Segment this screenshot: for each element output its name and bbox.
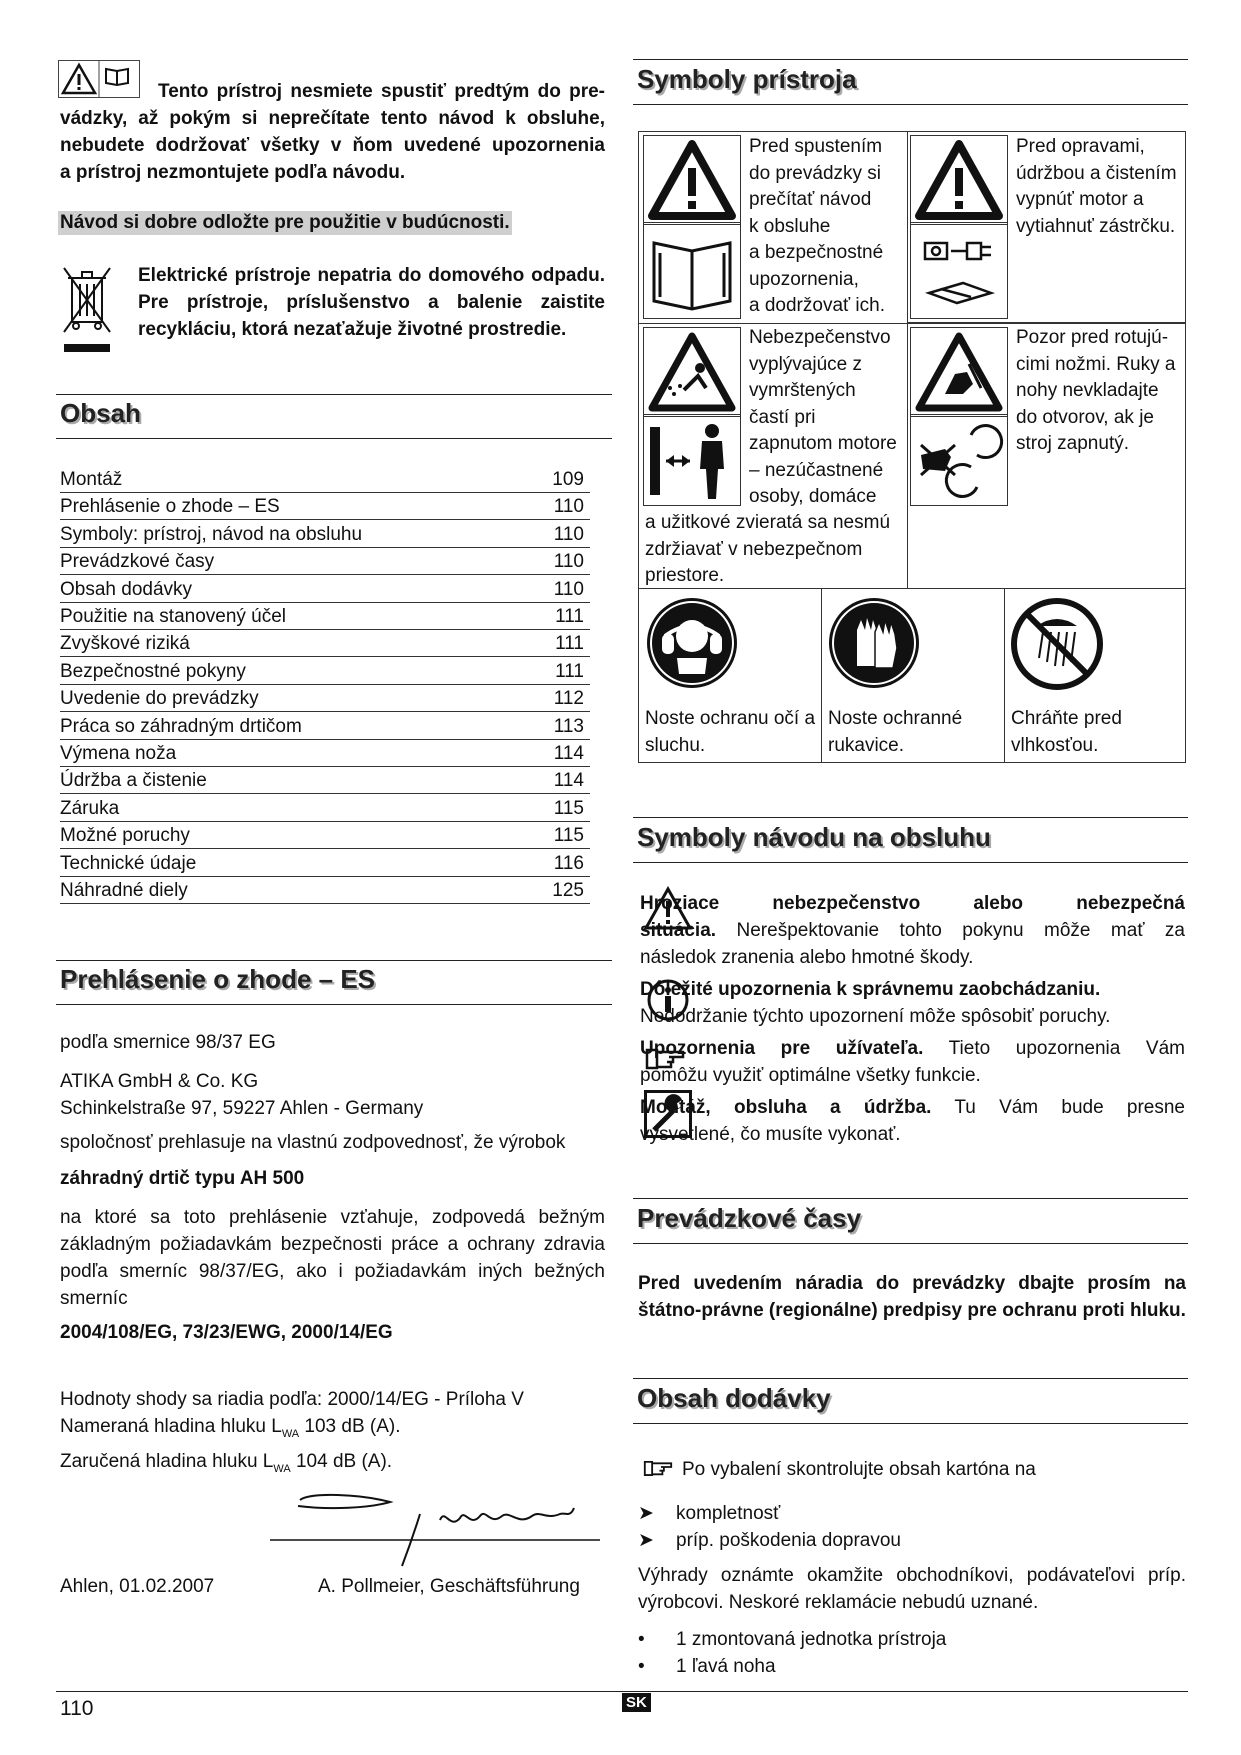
- declaration-directive: podľa smernice 98/37 EG: [60, 1032, 276, 1053]
- info-line2: Nedodržanie týchto upozornení môže spôsobiť poruchy.: [640, 1006, 1111, 1027]
- symbol-text-line: a dodržovať ich.: [749, 295, 885, 316]
- manual-symbols-title: Symboly návodu na obsluhu: [637, 822, 991, 852]
- symbol-text-line: k obsluhe: [749, 215, 831, 237]
- eye-ear-protection-icon: [645, 596, 739, 690]
- toc-label: Záruka: [60, 797, 120, 819]
- toc-label: Údržba a čistenie: [60, 770, 207, 792]
- symbol-thrown-parts-text: [749, 325, 897, 511]
- symbol-text-line: Noste ochranu očí a: [645, 708, 816, 729]
- device-symbols-title: Symboly prístroja: [637, 64, 857, 94]
- declaration-measured: Nameraná hladina hluku $L_{WA}$ 103 dB (A).: [60, 1416, 401, 1440]
- symbol-text-line: prečítať návod: [749, 189, 872, 210]
- delivery-claims1: Výhrady oznámte okamžite obchodníkovi, podávateľovi príp.: [638, 1565, 1186, 1586]
- intro-warning-line1: Tento prístroj nesmiete spustiť predtým do pre-: [158, 81, 605, 102]
- toc-label: Zvyškové riziká: [60, 633, 190, 655]
- symbol-text-line: do prevádzky si: [749, 162, 882, 184]
- symbol-text-line: častí pri: [749, 406, 816, 428]
- info-line1: Dôležité upozornenia k správnemu zaobchádzaniu.: [640, 979, 1101, 1000]
- declaration-company: ATIKA GmbH & Co. KG: [60, 1071, 259, 1092]
- declaration-signatory: A. Pollmeier, Geschäftsführung: [318, 1576, 580, 1597]
- warning-icon: [910, 135, 1008, 225]
- symbol-text-line: vymrštených: [749, 380, 856, 401]
- user-line2: pomôžu využiť optimálne všetky funkcie.: [640, 1065, 981, 1086]
- toc-label: Uvedenie do prevádzky: [60, 688, 259, 710]
- symbol-before-repair-text: [1016, 134, 1177, 240]
- intro-warning-line3: nebudete dodržovať všetky v ňom uvedené upozornenia: [60, 135, 605, 156]
- delivery-arrow-item: ➤ kompletnosť: [638, 1503, 781, 1524]
- toc-page: 110: [553, 551, 584, 573]
- no-moisture-icon: [1009, 596, 1105, 692]
- danger-line1: Hroziace nebezpečenstvo alebo nebezpečná: [640, 893, 1185, 914]
- toc-page: 109: [552, 469, 584, 490]
- symbol-moisture-text: [1011, 706, 1122, 759]
- toc-label: Technické údaje: [60, 852, 197, 874]
- delivery-check: Po vybalení skontrolujte obsah kartóna na: [638, 1456, 1036, 1484]
- toc-row: [60, 630, 590, 657]
- read-manual-icon: [643, 222, 741, 319]
- toc-label: Náhradné diely: [60, 880, 188, 901]
- symbol-text-line: sluchu.: [645, 734, 706, 756]
- symbol-text-line: zdržiavať v nebezpečnom: [645, 538, 863, 560]
- declaration-address: Schinkelstraße 97, 59227 Ahlen - Germany: [60, 1098, 424, 1119]
- symbol-text-line: Pred opravami,: [1016, 136, 1145, 157]
- symbol-text-line: vyplývajúce z: [749, 353, 862, 375]
- crossed-bin-icon: [58, 260, 116, 354]
- symbol-text-line: a užitkové zvieratá sa nesmú: [645, 512, 891, 533]
- toc-row: [60, 877, 590, 904]
- user-line1: Upozornenia pre užívateľa. Tieto upozornenia Vám: [640, 1038, 1185, 1059]
- toc-label: Použitie na stanovený účel: [60, 606, 287, 627]
- delivery-item: • 1 zmontovaná jednotka prístroja: [638, 1629, 947, 1650]
- thrown-objects-icon: [643, 327, 741, 417]
- delivery-claims2: výrobcovi. Neskoré reklamácie nebudú uznané.: [638, 1592, 1039, 1613]
- symbol-text-line: údržbou a čistením: [1016, 162, 1177, 184]
- symbol-text-line: rukavice.: [828, 734, 905, 756]
- language-badge: SK: [622, 1693, 651, 1712]
- symbol-text-line: upozornenia,: [749, 268, 859, 290]
- symbol-text-line: – nezúčastnené: [749, 459, 884, 481]
- toc-row: [60, 822, 590, 849]
- symbol-text-line: osoby, domáce: [749, 486, 877, 507]
- symbol-text-line: stroj zapnutý.: [1016, 433, 1129, 454]
- declaration-body4: smerníc: [60, 1288, 128, 1309]
- symbol-text-line: nohy nevkladajte: [1016, 380, 1159, 401]
- symbol-text-line: Nebezpečenstvo: [749, 327, 891, 348]
- signature: [270, 1490, 610, 1570]
- weee-line3: recykláciu, ktorá nezaťažuje životné prostredie.: [138, 319, 567, 340]
- toc-page: 112: [553, 688, 584, 710]
- toc-page: 111: [555, 633, 584, 655]
- symbol-text-line: priestore.: [645, 565, 725, 586]
- declaration-title: Prehlásenie o zhode – ES: [60, 964, 375, 994]
- declaration-statement: spoločnosť prehlasuje na vlastnú zodpovednosť, že výrobok: [60, 1132, 566, 1153]
- symbol-text-line: zapnutom motore: [749, 433, 897, 454]
- toc-page: 125: [552, 880, 584, 901]
- toc-page: 114: [553, 743, 584, 764]
- mount-line1: Montáž, obsluha a údržba. Tu Vám bude presne: [640, 1097, 1185, 1118]
- symbol-eye-ear-text: [645, 706, 815, 759]
- toc-label: Výmena noža: [60, 743, 177, 764]
- declaration-body1: na ktoré sa toto prehlásenie vzťahuje, zodpovedá bežným: [60, 1207, 605, 1228]
- symbol-text-line: cimi nožmi. Ruky a: [1016, 353, 1176, 375]
- no-hands-feet-icon: [910, 414, 1008, 506]
- danger-line3: následok zranenia alebo hmotné škody.: [640, 947, 974, 968]
- toc-label: Bezpečnostné pokyny: [60, 660, 246, 682]
- toc-page: 110: [553, 578, 584, 600]
- symbol-text-line: vlhkosťou.: [1011, 734, 1099, 756]
- toc-row: [60, 548, 590, 575]
- symbol-read-manual-text: [749, 134, 885, 320]
- delivery-item: • 1 ľavá noha: [638, 1656, 776, 1677]
- symbol-text-line: Noste ochranné: [828, 708, 963, 729]
- symbol-gloves-text: [828, 706, 962, 759]
- keep-distance-icon: [643, 414, 741, 506]
- symbol-rotating-blades-text: [1016, 325, 1175, 458]
- operating-times-line1: Pred uvedením náradia do prevádzky dbajte prosím na: [638, 1273, 1186, 1294]
- toc-page: 110: [553, 523, 584, 545]
- toc-label: Obsah dodávky: [60, 578, 193, 600]
- declaration-product: záhradný drtič typu AH 500: [60, 1168, 305, 1189]
- toc-page: 111: [555, 660, 584, 682]
- declaration-guaranteed: Zaručená hladina hluku $L_{WA}$ 104 dB (A).: [60, 1450, 393, 1475]
- danger-line2: situácia. Nerešpektovanie tohto pokynu môže mať za: [640, 920, 1185, 941]
- keep-manual-note: Návod si dobre odložte pre použitie v budúcnosti.: [60, 212, 510, 233]
- rotating-blades-warning-icon: [910, 327, 1008, 417]
- toc-row: [60, 685, 590, 712]
- toc-label: Prevádzkové časy: [60, 551, 215, 573]
- toc-label: Montáž: [60, 469, 123, 490]
- weee-line2: Pre prístroje, príslušenstvo a balenie zaistite: [138, 292, 605, 313]
- toc-page: 113: [553, 715, 584, 737]
- toc-row: [60, 521, 590, 548]
- declaration-place-date: Ahlen, 01.02.2007: [60, 1576, 215, 1597]
- operating-times-line2: štátno-právne (regionálne) predpisy pre ochranu proti hluku.: [638, 1300, 1186, 1321]
- symbol-thrown-parts-text-cont: [645, 510, 890, 590]
- toc-row: [60, 850, 590, 877]
- symbol-text-line: a bezpečnostné: [749, 242, 884, 263]
- symbol-text-line: Chráňte pred: [1011, 708, 1122, 729]
- intro-warning-line2: vádzky, až pokým si neprečítate tento návod k obsluhe,: [60, 108, 605, 129]
- symbol-text-line: do otvorov, ak je: [1016, 406, 1155, 428]
- declaration-conformity: Hodnoty shody sa riadia podľa: 2000/14/EG - Príloha V: [60, 1389, 524, 1410]
- symbol-text-line: Pred spustením: [749, 136, 883, 157]
- weee-line1: Elektrické prístroje nepatria do domového odpadu.: [138, 265, 605, 286]
- declaration-body3: podľa smerníc 98/37/EG, ako i požiadavkám iných bežných: [60, 1261, 605, 1282]
- toc-row: [60, 658, 590, 685]
- gloves-icon: [827, 596, 921, 690]
- pointing-hand-icon: [638, 1456, 678, 1484]
- symbol-text-line: vypnúť motor a: [1016, 189, 1144, 210]
- toc-row: [60, 767, 590, 794]
- toc-label: Práca so záhradným drtičom: [60, 715, 302, 737]
- symbol-text-line: vytiahnuť zástrčku.: [1016, 215, 1176, 237]
- toc-page: 115: [553, 797, 584, 819]
- toc-row: [60, 493, 590, 520]
- toc-row: [60, 576, 590, 603]
- toc-page: 116: [553, 852, 584, 874]
- toc-row: [60, 740, 590, 767]
- operating-times-title: Prevádzkové časy: [637, 1203, 862, 1233]
- page-number: 110: [60, 1697, 94, 1720]
- toc-row: [60, 603, 590, 630]
- warning-icon: [643, 135, 741, 225]
- symbol-text-line: Pozor pred rotujú-: [1016, 327, 1169, 348]
- declaration-standards: 2004/108/EG, 73/23/EWG, 2000/14/EG: [60, 1322, 393, 1343]
- toc-page: 114: [553, 770, 584, 792]
- toc-row: [60, 466, 590, 493]
- toc-label: Možné poruchy: [60, 825, 190, 847]
- toc-page: 111: [555, 606, 584, 627]
- unplug-maintenance-icon: [910, 222, 1008, 319]
- intro-warning-line4: a prístroj nezmontujete podľa návodu.: [60, 162, 406, 183]
- toc-label: Symboly: prístroj, návod na obsluhu: [60, 523, 363, 545]
- delivery-title: Obsah dodávky: [637, 1383, 831, 1413]
- toc-page: 115: [553, 825, 584, 847]
- toc-page: 110: [553, 496, 584, 518]
- toc-row: [60, 713, 590, 740]
- toc-label: Prehlásenie o zhode – ES: [60, 496, 280, 518]
- mount-line2: vysvetlené, čo musíte vykonať.: [640, 1124, 901, 1145]
- delivery-arrow-item: ➤ príp. poškodenia dopravou: [638, 1530, 901, 1551]
- toc-row: [60, 795, 590, 822]
- declaration-body2: základným požiadavkám bezpečnosti práce a ochrany zdravia: [60, 1234, 605, 1255]
- toc-title: Obsah: [60, 398, 141, 428]
